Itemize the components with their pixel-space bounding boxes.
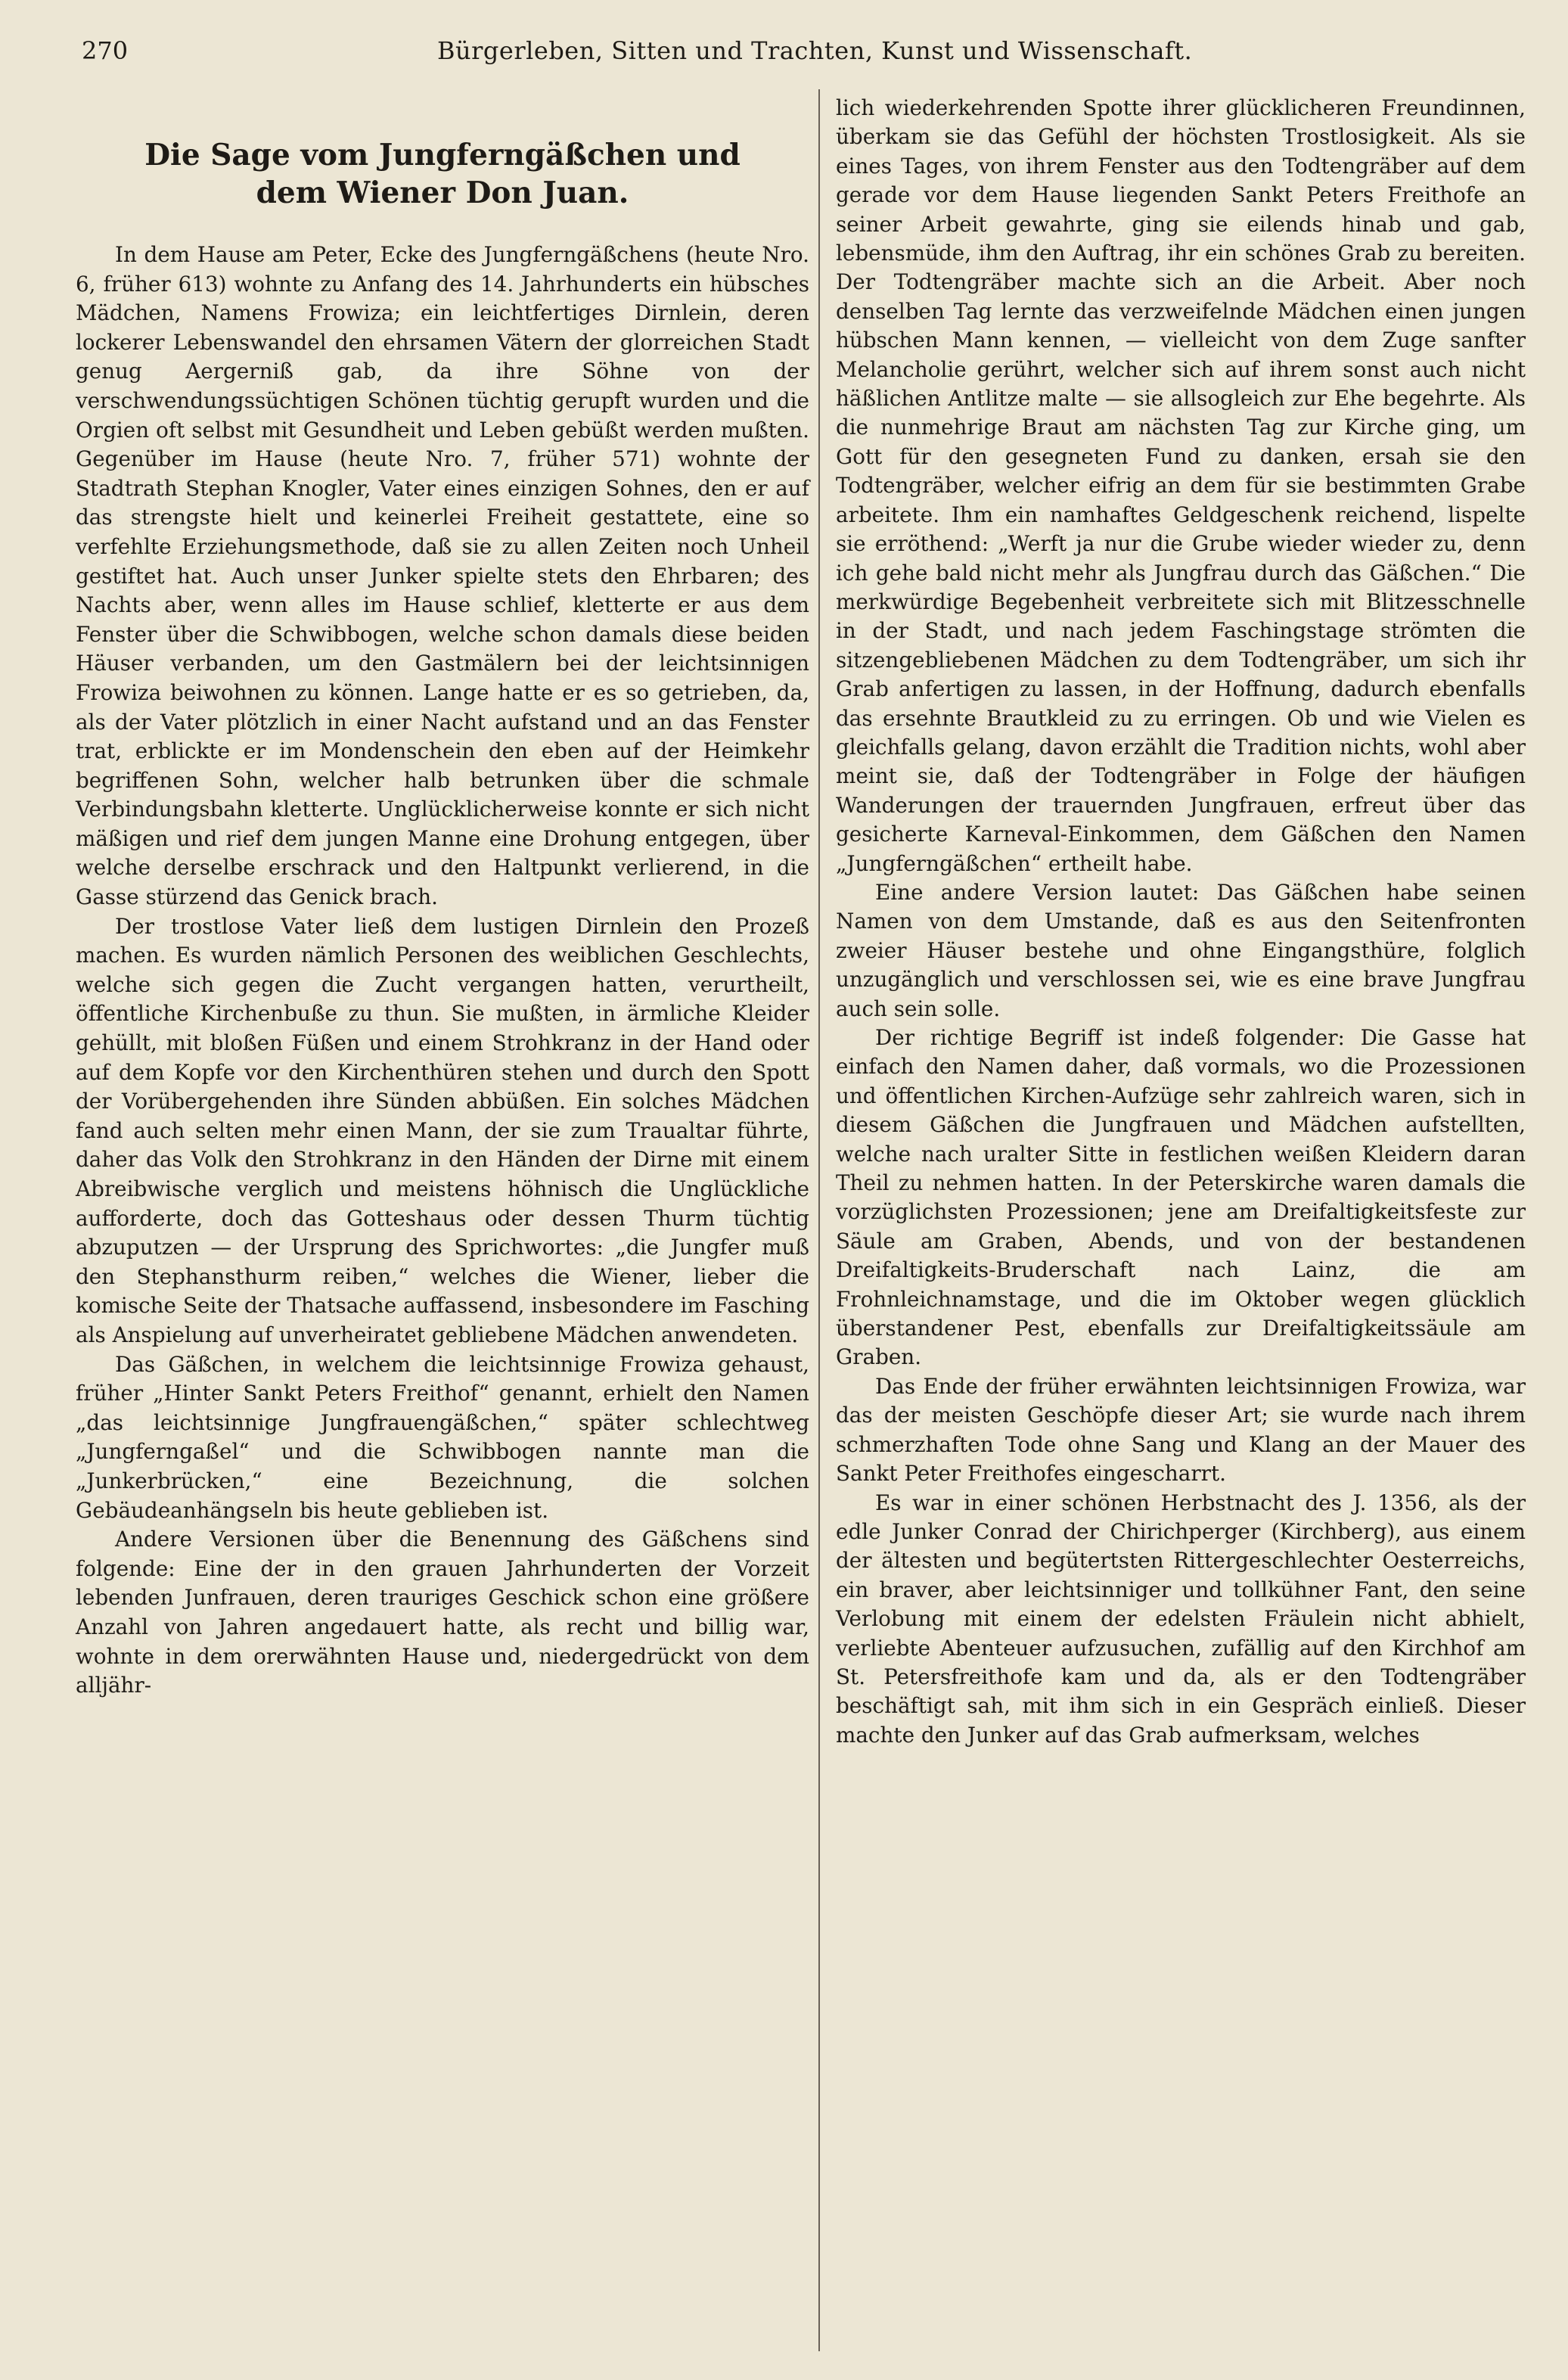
- paragraph: lich wiederkehrenden Spotte ihrer glücklicheren Freundinnen, überkam sie das Gefühl der höchsten Trostlosigkeit. Als sie eines Tages, von ihrem Fenster aus den Todtengräber auf dem gerade vor dem Hause liegenden Sankt Peters Freithofe an seiner Arbeit gewahrte, ging sie eilends hinab und gab, lebensmüde, ihm den Auftrag, ihr ein schönes Grab zu bereiten. Der Todtengräber machte sich an die Arbeit. Aber noch denselben Tag lernte das verzweifelnde Mädchen einen jungen hübschen Mann kennen, — vielleicht von dem Zuge sanfter Melancholie gerührt, welcher sich auf ihrem sonst auch nicht häßlichen Antlitze malte — sie allsogleich zur Ehe begehrte. Als die nunmehrige Braut am nächsten Tag zur Kirche ging, um Gott für den gesegneten Fund zu danken, ersah sie den Todtengräber, welcher eifrig an dem für sie bestimmten Grabe arbeitete. Ihm ein namhaftes Geldgeschenk reichend, lispelte sie erröthend: „Werft ja nur die Grube wieder wieder zu, denn ich gehe bald nicht mehr als Jungfrau durch das Gäßchen.“ Die merkwürdige Begebenheit verbreitete sich mit Blitzesschnelle in der Stadt, und nach jedem Faschingstage strömten die sitzengebliebenen Mädchen zu dem Todtengräber, um sich ihr Grab anfertigen zu lassen, in der Hoffnung, dadurch ebenfalls das ersehnte Brautkleid zu zu erringen. Ob und wie Vielen es gleichfalls gelang, davon erzählt die Tradition nichts, wohl aber meint sie, daß der Todtengräber in Folge der häufigen Wanderungen der trauernden Jungfrauen, erfreut über das gesicherte Karneval-Einkommen, dem Gäßchen den Namen „Jungferngäßchen“ ertheilt habe.: [836, 95, 1526, 876]
- article-title: Die Sage vom Jungferngäßchen und dem Wiener Don Juan.: [144, 138, 741, 210]
- paragraph: Es war in einer schönen Herbstnacht des J. 1356, als der edle Junker Conrad der Chirichperger (Kirchberg), aus einem der ältesten und begütertsten Rittergeschlechter Oesterreichs, ein braver, aber leichtsinniger und tollkühner Fant, den seine Verlobung mit einem der edelsten Fräulein nicht abhielt, verliebte Abenteuer aufzusuchen, zufällig auf den Kirchhof am St. Petersfreithofe kam und da, als er den Todtengräber beschäftigt sah, mit ihm sich in ein Gespräch einließ. Dieser machte den Junker auf das Grab aufmerksam, welches: [836, 1490, 1526, 1748]
- paragraph: Das Ende der früher erwähnten leichtsinnigen Frowiza, war das der meisten Geschöpfe dieser Art; sie wurde nach ihrem schmerzhaften Tode ohne Sang und Klang an der Mauer des Sankt Peter Freithofes eingescharrt.: [836, 1373, 1526, 1487]
- running-title: Bürgerleben, Sitten und Trachten, Kunst und Wissenschaft.: [437, 36, 1193, 65]
- paragraph: Das Gäßchen, in welchem die leichtsinnige Frowiza gehaust, früher „Hinter Sankt Peters Freithof“ genannt, erhielt den Namen „das leichtsinnige Jungfrauengäßchen,“ später schlechtweg „Jungferngaßel“ und die Schwibbogen nannte man die „Junkerbrücken,“ eine Bezeichnung, die solchen Gebäudeanhängseln bis heute geblieben ist.: [76, 1351, 809, 1523]
- paragraph: Andere Versionen über die Benennung des Gäßchens sind folgende: Eine der in den grauen Jahrhunderten der Vorzeit lebenden Junfrauen, deren trauriges Geschick schon eine größere Anzahl von Jahren angedauert hatte, als recht und billig war, wohnte in dem orerwähnten Hause und, niedergedrückt von dem alljähr-: [76, 1527, 809, 1698]
- right-column: [836, 94, 1526, 1750]
- paragraph: Der richtige Begriff ist indeß folgender: Die Gasse hat einfach den Namen daher, daß vormals, wo die Prozessionen und öffentlichen Kirchen-Aufzüge sehr zahlreich waren, sich in diesem Gäßchen die Jungfrauen und Mädchen aufstellten, welche nach uralter Sitte in festlichen weißen Kleidern daran Theil zu nehmen hatten. In der Peterskirche waren damals die vorzüglichsten Prozessionen; jene am Dreifaltigkeitsfeste zur Säule am Graben, Abends, und von der bestandenen Dreifaltigkeits-Bruderschaft nach Lainz, die am Frohnleichnamstage, und die im Oktober wegen glücklich überstandener Pest, ebenfalls zur Dreifaltigkeitssäule am Graben.: [836, 1025, 1526, 1370]
- page-header: [82, 36, 1519, 82]
- paragraph: In dem Hause am Peter, Ecke des Jungferngäßchens (heute Nro. 6, früher 613) wohnte zu Anfang des 14. Jahrhunderts ein hübsches Mädchen, Namens Frowiza; ein leichtfertiges Dirnlein, deren lockerer Lebenswandel den ehrsamen Vätern der glorreichen Stadt genug Aergerniß gab, da ihre Söhne von der verschwendungssüchtigen Schönen tüchtig gerupft wurden und die Orgien oft selbst mit Gesundheit und Leben gebüßt werden mußten. Gegenüber im Hause (heute Nro. 7, früher 571) wohnte der Stadtrath Stephan Knogler, Vater eines einzigen Sohnes, den er auf das strengste hielt und keinerlei Freiheit gestattete, eine so verfehlte Erziehungsmethode, daß sie zu allen Zeiten noch Unheil gestiftet hat. Auch unser Junker spielte stets den Ehrbaren; des Nachts aber, wenn alles im Hause schlief, kletterte er aus dem Fenster über die Schwibbogen, welche schon damals diese beiden Häuser verbanden, um den Gastmälern bei der leichtsinnigen Frowiza beiwohnen zu können. Lange hatte er es so getrieben, da, als der Vater plötzlich in einer Nacht aufstand und an das Fenster trat, erblickte er im Mondenschein den eben auf der Heimkehr begriffenen Sohn, welcher halb betrunken über die schmale Verbindungsbahn kletterte. Unglücklicherweise konnte er sich nicht mäßigen und rief dem jungen Manne eine Drohung entgegen, über welche derselbe erschrack und den Haltpunkt verlierend, in die Gasse stürzend das Genick brach.: [76, 242, 809, 910]
- column-divider: [818, 89, 820, 2351]
- page-number: 270: [82, 36, 129, 65]
- left-column: [76, 91, 809, 1701]
- paragraph: Eine andere Version lautet: Das Gäßchen habe seinen Namen von dem Umstande, daß es aus den Seitenfronten zweier Häuser bestehe und ohne Eingangsthüre, folglich unzugänglich und verschlossen sei, wie es eine brave Jungfrau auch sein solle.: [836, 879, 1526, 1021]
- paragraph: Der trostlose Vater ließ dem lustigen Dirnlein den Prozeß machen. Es wurden nämlich Personen des weiblichen Geschlechts, welche sich gegen die Zucht vergangen hatten, verurtheilt, öffentliche Kirchenbuße zu thun. Sie mußten, in ärmliche Kleider gehüllt, mit bloßen Füßen und einem Strohkranz in der Hand oder auf dem Kopfe vor den Kirchenthüren stehen und durch den Spott der Vorübergehenden ihre Sünden abbüßen. Ein solches Mädchen fand auch selten mehr einen Mann, der sie zum Traualtar führte, daher das Volk den Strohkranz in den Händen der Dirne mit einem Abreibwische verglich und meistens höhnisch die Unglückliche aufforderte, doch das Gotteshaus oder dessen Thurm tüchtig abzuputzen — der Ursprung des Sprichwortes: „die Jungfer muß den Stephansthurm reiben,“ welches die Wiener, lieber die komische Seite der Thatsache auffassend, insbesondere im Fasching als Anspielung auf unverheiratet gebliebene Mädchen anwendeten.: [76, 913, 809, 1347]
